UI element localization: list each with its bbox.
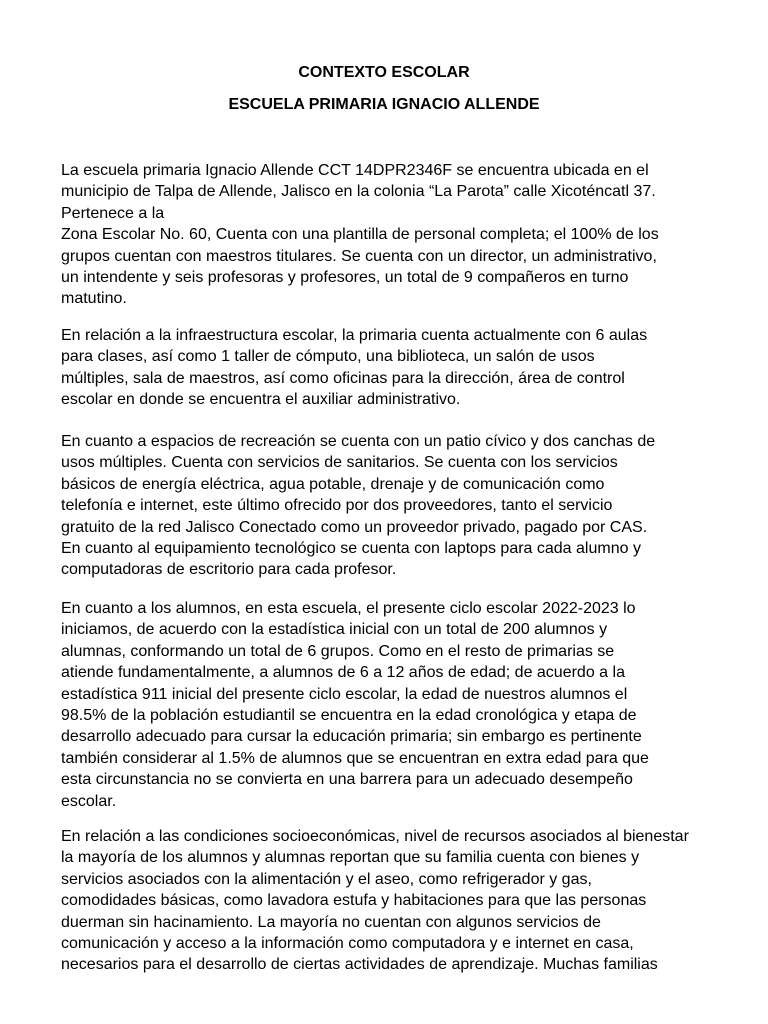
paragraph-line: un intendente y seis profesoras y profesores, un total de 9 compañeros en turno — [61, 269, 629, 287]
paragraph-students — [61, 598, 720, 812]
paragraph-line: usos múltiples. Cuenta con servicios de sanitarios. Se cuenta con los servicios — [61, 454, 618, 472]
paragraph-line: En cuanto al equipamiento tecnológico se cuenta con laptops para cada alumno y — [61, 540, 641, 558]
paragraph-line: escolar. — [61, 792, 117, 810]
paragraph-line: computadoras de escritorio para cada profesor. — [61, 561, 397, 579]
paragraph-school-location — [61, 160, 720, 310]
paragraph-line: comunicación y acceso a la información como computadora y e internet en casa, — [61, 935, 634, 953]
paragraph-line: esta circunstancia no se convierta en una barrera para un adecuado desempeño — [61, 771, 633, 789]
paragraph-recreation-services — [61, 431, 720, 581]
paragraph-line: alumnas, conformando un total de 6 grupos. Como en el resto de primarias se — [61, 642, 615, 660]
paragraph-line: gratuito de la red Jalisco Conectado como un proveedor privado, pagado por CAS. — [61, 518, 648, 536]
paragraph-line: En relación a la infraestructura escolar, la primaria cuenta actualmente con 6 aulas — [61, 327, 648, 344]
paragraph-line: En relación a las condiciones socioeconómicas, nivel de recursos asociados al bienestar — [61, 828, 689, 845]
paragraph-line: también considerar al 1.5% de alumnos que se encuentran en extra edad para que — [61, 749, 649, 767]
document-subtitle: ESCUELA PRIMARIA IGNACIO ALLENDE — [228, 96, 540, 113]
paragraph-line: En cuanto a espacios de recreación se cuenta con un patio cívico y dos canchas de — [61, 433, 656, 450]
paragraph-line: En cuanto a los alumnos, en esta escuela, el presente ciclo escolar 2022-2023 lo — [61, 600, 636, 617]
paragraph-line: la mayoría de los alumnos y alumnas reportan que su familia cuenta con bienes y — [61, 849, 640, 867]
paragraph-line: iniciamos, de acuerdo con la estadística inicial con un total de 200 alumnos y — [61, 621, 608, 639]
paragraph-line: Pertenece a la — [61, 204, 165, 222]
paragraph-line: atiende fundamentalmente, a alumnos de 6 a 12 años de edad; de acuerdo a la — [61, 664, 625, 682]
paragraph-line: Zona Escolar No. 60, Cuenta con una plantilla de personal completa; el 100% de los — [61, 226, 659, 244]
paragraph-line: duerman sin hacinamiento. La mayoría no cuentan con algunos servicios de — [61, 913, 601, 931]
paragraph-line: municipio de Talpa de Allende, Jalisco en la colonia “La Parota” calle Xicoténcatl 37. — [61, 183, 656, 201]
paragraph-infrastructure — [61, 325, 720, 411]
paragraph-line: La escuela primaria Ignacio Allende CCT 14DPR2346F se encuentra ubicada en el — [61, 162, 649, 179]
paragraph-line: estadística 911 inicial del presente ciclo escolar, la edad de nuestros alumnos el — [61, 685, 628, 703]
paragraph-line: escolar en donde se encuentra el auxiliar administrativo. — [61, 391, 461, 409]
paragraph-line: telefonía e internet, este último ofrecido por dos proveedores, tanto el servicio — [61, 497, 613, 515]
paragraph-line: para clases, así como 1 taller de cómputo, una biblioteca, un salón de usos — [61, 348, 595, 366]
paragraph-line: comodidades básicas, como lavadora estufa y habitaciones para que las personas — [61, 892, 647, 910]
paragraph-line: grupos cuentan con maestros titulares. Se cuenta con un director, un administrativo, — [61, 247, 657, 265]
paragraph-line: múltiples, sala de maestros, así como oficinas para la dirección, área de control — [61, 369, 625, 387]
paragraph-line: desarrollo adecuado para cursar la educación primaria; sin embargo es pertinente — [61, 728, 642, 746]
paragraph-line: básicos de energía eléctrica, agua potable, drenaje y de comunicación como — [61, 475, 605, 493]
paragraph-line: 98.5% de la población estudiantil se encuentra en la edad cronológica y etapa de — [61, 707, 637, 725]
paragraph-line: servicios asociados con la alimentación y el aseo, como refrigerador y gas, — [61, 870, 592, 888]
document-title: CONTEXTO ESCOLAR — [298, 64, 470, 81]
paragraph-line: matutino. — [61, 290, 127, 308]
paragraph-socioeconomic — [61, 826, 720, 976]
paragraph-line: necesarios para el desarrollo de ciertas actividades de aprendizaje. Muchas familias — [61, 956, 658, 974]
